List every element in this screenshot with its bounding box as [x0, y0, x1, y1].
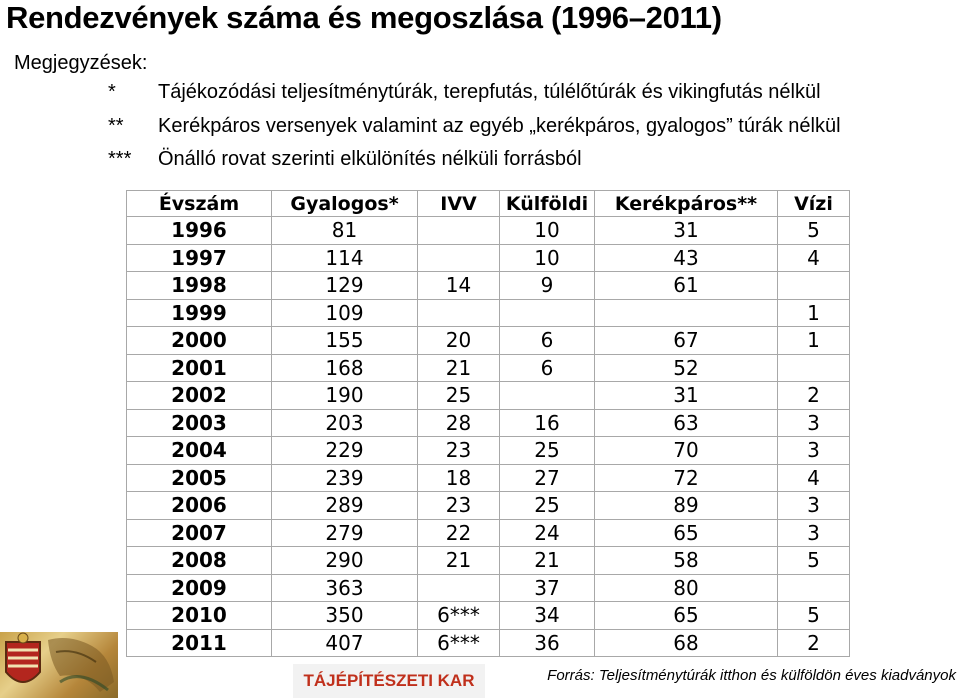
value-cell: 37	[500, 574, 595, 602]
value-cell: 4	[778, 464, 850, 492]
value-cell	[418, 244, 500, 272]
value-cell: 4	[778, 244, 850, 272]
value-cell: 9	[500, 272, 595, 300]
table-row	[127, 547, 850, 575]
year-cell: 2010	[127, 602, 272, 630]
year-cell: 2001	[127, 354, 272, 382]
value-cell: 21	[418, 547, 500, 575]
notes-heading: Megjegyzések:	[14, 52, 148, 74]
value-cell: 3	[778, 409, 850, 437]
value-cell: 28	[418, 409, 500, 437]
value-cell: 52	[595, 354, 778, 382]
value-cell: 31	[595, 217, 778, 245]
value-cell: 80	[595, 574, 778, 602]
value-cell: 25	[418, 382, 500, 410]
value-cell: 3	[778, 437, 850, 465]
page-title: Rendezvények száma és megoszlása (1996–2011)	[6, 0, 722, 35]
value-cell	[778, 574, 850, 602]
value-cell: 31	[595, 382, 778, 410]
value-cell: 2	[778, 629, 850, 657]
value-cell: 24	[500, 519, 595, 547]
value-cell: 6***	[418, 602, 500, 630]
value-cell: 22	[418, 519, 500, 547]
table-row	[127, 217, 850, 245]
year-cell: 2009	[127, 574, 272, 602]
note-text: Önálló rovat szerinti elkülönítés nélküli forrásból	[158, 148, 582, 170]
value-cell: 109	[272, 299, 418, 327]
university-crest-icon	[0, 632, 118, 698]
table-row	[127, 244, 850, 272]
note-mark: **	[108, 115, 124, 137]
year-cell: 1996	[127, 217, 272, 245]
value-cell: 63	[595, 409, 778, 437]
year-cell: 2000	[127, 327, 272, 355]
table-body	[127, 217, 850, 657]
faculty-brand: TÁJÉPÍTÉSZETI KAR	[293, 664, 485, 698]
value-cell: 58	[595, 547, 778, 575]
value-cell: 23	[418, 492, 500, 520]
table-row	[127, 519, 850, 547]
table-row	[127, 409, 850, 437]
value-cell: 3	[778, 492, 850, 520]
value-cell: 155	[272, 327, 418, 355]
table-row	[127, 492, 850, 520]
value-cell: 27	[500, 464, 595, 492]
value-cell: 25	[500, 437, 595, 465]
value-cell: 65	[595, 602, 778, 630]
value-cell: 36	[500, 629, 595, 657]
table-row	[127, 299, 850, 327]
table-row	[127, 574, 850, 602]
year-cell: 2006	[127, 492, 272, 520]
note-mark: *	[108, 81, 116, 103]
header-year: Évszám	[127, 191, 272, 217]
value-cell: 18	[418, 464, 500, 492]
value-cell: 65	[595, 519, 778, 547]
value-cell: 5	[778, 602, 850, 630]
year-cell: 2008	[127, 547, 272, 575]
source-note: Forrás: Teljesítménytúrák itthon és külföldön éves kiadványok	[547, 667, 956, 684]
value-cell	[418, 299, 500, 327]
value-cell: 20	[418, 327, 500, 355]
note-mark: ***	[108, 148, 132, 170]
value-cell: 239	[272, 464, 418, 492]
value-cell: 6***	[418, 629, 500, 657]
value-cell	[778, 354, 850, 382]
value-cell: 6	[500, 354, 595, 382]
year-cell: 2011	[127, 629, 272, 657]
value-cell: 1	[778, 327, 850, 355]
table-row	[127, 382, 850, 410]
header-abroad: Külföldi	[500, 191, 595, 217]
value-cell: 68	[595, 629, 778, 657]
value-cell: 72	[595, 464, 778, 492]
header-hiking: Gyalogos*	[272, 191, 418, 217]
value-cell: 16	[500, 409, 595, 437]
value-cell	[500, 299, 595, 327]
header-water: Vízi	[778, 191, 850, 217]
value-cell: 10	[500, 217, 595, 245]
table-row	[127, 464, 850, 492]
value-cell: 81	[272, 217, 418, 245]
value-cell: 279	[272, 519, 418, 547]
note-text: Tájékozódási teljesítménytúrák, terepfutás, túlélőtúrák és vikingfutás nélkül	[158, 81, 821, 103]
value-cell: 70	[595, 437, 778, 465]
value-cell: 363	[272, 574, 418, 602]
header-cycling: Kerékpáros**	[595, 191, 778, 217]
table-row	[127, 437, 850, 465]
value-cell: 290	[272, 547, 418, 575]
value-cell: 5	[778, 547, 850, 575]
value-cell: 190	[272, 382, 418, 410]
year-cell: 2003	[127, 409, 272, 437]
value-cell: 61	[595, 272, 778, 300]
value-cell: 25	[500, 492, 595, 520]
year-cell: 2002	[127, 382, 272, 410]
value-cell	[500, 382, 595, 410]
value-cell: 2	[778, 382, 850, 410]
year-cell: 1999	[127, 299, 272, 327]
year-cell: 2005	[127, 464, 272, 492]
year-cell: 2007	[127, 519, 272, 547]
value-cell	[778, 272, 850, 300]
table-row	[127, 354, 850, 382]
year-cell: 2004	[127, 437, 272, 465]
value-cell: 114	[272, 244, 418, 272]
value-cell: 14	[418, 272, 500, 300]
value-cell	[418, 574, 500, 602]
value-cell: 67	[595, 327, 778, 355]
events-table	[126, 190, 850, 657]
table-row	[127, 629, 850, 657]
value-cell: 34	[500, 602, 595, 630]
value-cell: 229	[272, 437, 418, 465]
value-cell: 5	[778, 217, 850, 245]
table-row	[127, 327, 850, 355]
table-row	[127, 602, 850, 630]
table-header-row	[127, 191, 850, 217]
value-cell: 407	[272, 629, 418, 657]
value-cell: 168	[272, 354, 418, 382]
value-cell	[418, 217, 500, 245]
table-row	[127, 272, 850, 300]
value-cell: 21	[418, 354, 500, 382]
value-cell: 23	[418, 437, 500, 465]
value-cell: 129	[272, 272, 418, 300]
header-ivv: IVV	[418, 191, 500, 217]
year-cell: 1997	[127, 244, 272, 272]
value-cell: 43	[595, 244, 778, 272]
value-cell	[595, 299, 778, 327]
value-cell: 289	[272, 492, 418, 520]
value-cell: 3	[778, 519, 850, 547]
note-text: Kerékpáros versenyek valamint az egyéb „kerékpáros, gyalogos” túrák nélkül	[158, 115, 841, 137]
value-cell: 89	[595, 492, 778, 520]
value-cell: 21	[500, 547, 595, 575]
value-cell: 6	[500, 327, 595, 355]
value-cell: 10	[500, 244, 595, 272]
year-cell: 1998	[127, 272, 272, 300]
value-cell: 203	[272, 409, 418, 437]
value-cell: 350	[272, 602, 418, 630]
value-cell: 1	[778, 299, 850, 327]
